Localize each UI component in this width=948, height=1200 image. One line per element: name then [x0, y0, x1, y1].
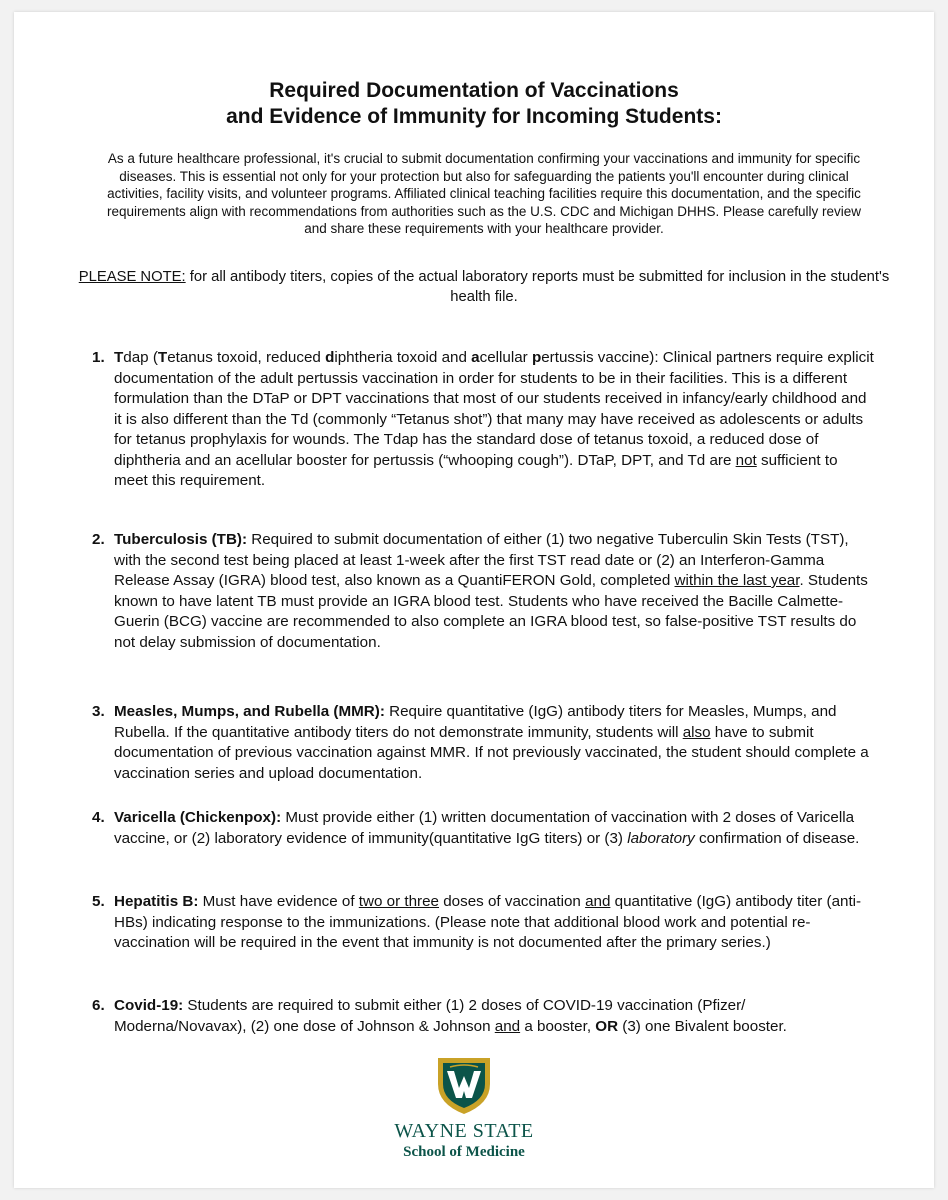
title-line-2: and Evidence of Immunity for Incoming Students:: [226, 105, 722, 128]
title-line-1: Required Documentation of Vaccinations: [269, 79, 679, 102]
list-item: 3. Measles, Mumps, and Rubella (MMR): Require quantitative (IgG) antibody titers for Measles, Mumps, and Rubella. If the quantitative antibody titers do not demonstrate immunity, students will also have to submit documentation of previous vaccination against MMR. If not previously vaccinated, the student should complete a vaccination series and upload documentation.: [92, 703, 869, 782]
item-heading: Measles, Mumps, and Rubella (MMR):: [114, 703, 385, 720]
item-number: 1.: [92, 349, 105, 366]
item-heading: Covid-19:: [114, 997, 184, 1014]
intro-paragraph: As a future healthcare professional, it's crucial to submit documentation confirming your vaccinations and immunity for specific diseases. This is essential not only for your protection but also for safeguarding the patients you'll encounter during clinical activities, facility visits, and volunteer programs. Affiliated clinical teaching facilities require this documentation, and the specific requirements align with recommendations from authorities such as the U.S. CDC and Michigan DHHS. Please carefully review and share these requirements with your healthcare provider.: [106, 151, 862, 236]
list-item: 4. Varicella (Chickenpox): Must provide either (1) written documentation of vaccination with 2 doses of Varicella vaccine, or (2) laboratory evidence of immunity(quantitative IgG titers) or (3) laboratory confirmation of disease.: [92, 809, 860, 847]
item-number: 3.: [92, 703, 105, 720]
item-number: 4.: [92, 809, 105, 826]
item-heading: Tuberculosis (TB):: [114, 531, 248, 548]
document-page: [14, 12, 934, 1188]
item-number: 5.: [92, 893, 105, 910]
list-item: 1. Tdap (Tetanus toxoid, reduced diphtheria toxoid and acellular pertussis vaccine): Clinical partners require explicit documentation of the adult pertussis vaccination in order for students to be in their facilities. This is a different formulation than the DTaP or DPT vaccinations that most of our students received in infancy/early childhood and it is also different than the Td (commonly “Tetanus shot”) that many may have received as adolescents or adults for tetanus prophylaxis for wounds. The Tdap has the standard dose of tetanus toxoid, a reduced dose of diphtheria and an acellular booster for pertussis (“whooping cough”). DTaP, DPT, and Td are not sufficient to meet this requirement.: [92, 349, 874, 489]
note-label: PLEASE NOTE:: [78, 269, 186, 285]
item-heading: Hepatitis B:: [114, 893, 199, 910]
note-text: for all antibody titers, copies of the actual laboratory reports must be submitted for inclusion in the student's health file.: [185, 269, 890, 305]
please-note: [74, 268, 894, 307]
org-name: WAYNE STATE: [394, 1120, 534, 1142]
item-heading: Varicella (Chickenpox):: [114, 809, 282, 826]
list-item: 6. Covid-19: Students are required to submit either (1) 2 doses of COVID-19 vaccination (Pfizer/ Moderna/Novavax), (2) one dose of Johnson & Johnson and a booster, OR (3) one Bivalent booster.: [92, 997, 787, 1035]
item-number: 2.: [92, 531, 105, 548]
item-number: 6.: [92, 997, 105, 1014]
org-school: School of Medicine: [403, 1144, 525, 1160]
item-heading: Tdap (Tetanus toxoid, reduced diphtheria toxoid and acellular pertussis vaccine): [114, 349, 655, 366]
page-title: [14, 78, 934, 130]
list-item: 5. Hepatitis B: Must have evidence of two or three doses of vaccination and quantitative (IgG) antibody titer (anti-HBs) indicating response to the immunizations. (Please note that additional blood work and potential re-vaccination will be required in the event that immunity is not documented after the primary series.): [92, 893, 862, 951]
wayne-state-shield-icon: [434, 1054, 494, 1116]
list-item: 2. Tuberculosis (TB): Required to submit documentation of either (1) two negative Tuberculin Skin Tests (TST), with the second test being placed at least 1-week after the first TST read date or (2) an Interferon-Gamma Release Assay (IGRA) blood test, also known as a QuantiFERON Gold, completed within the last year. Students known to have latent TB must provide an IGRA blood test. Students who have received the Bacille Calmette-Guerin (BCG) vaccine are recommended to also complete an IGRA blood test, so false-positive TST results do not delay submission of documentation.: [92, 531, 868, 651]
